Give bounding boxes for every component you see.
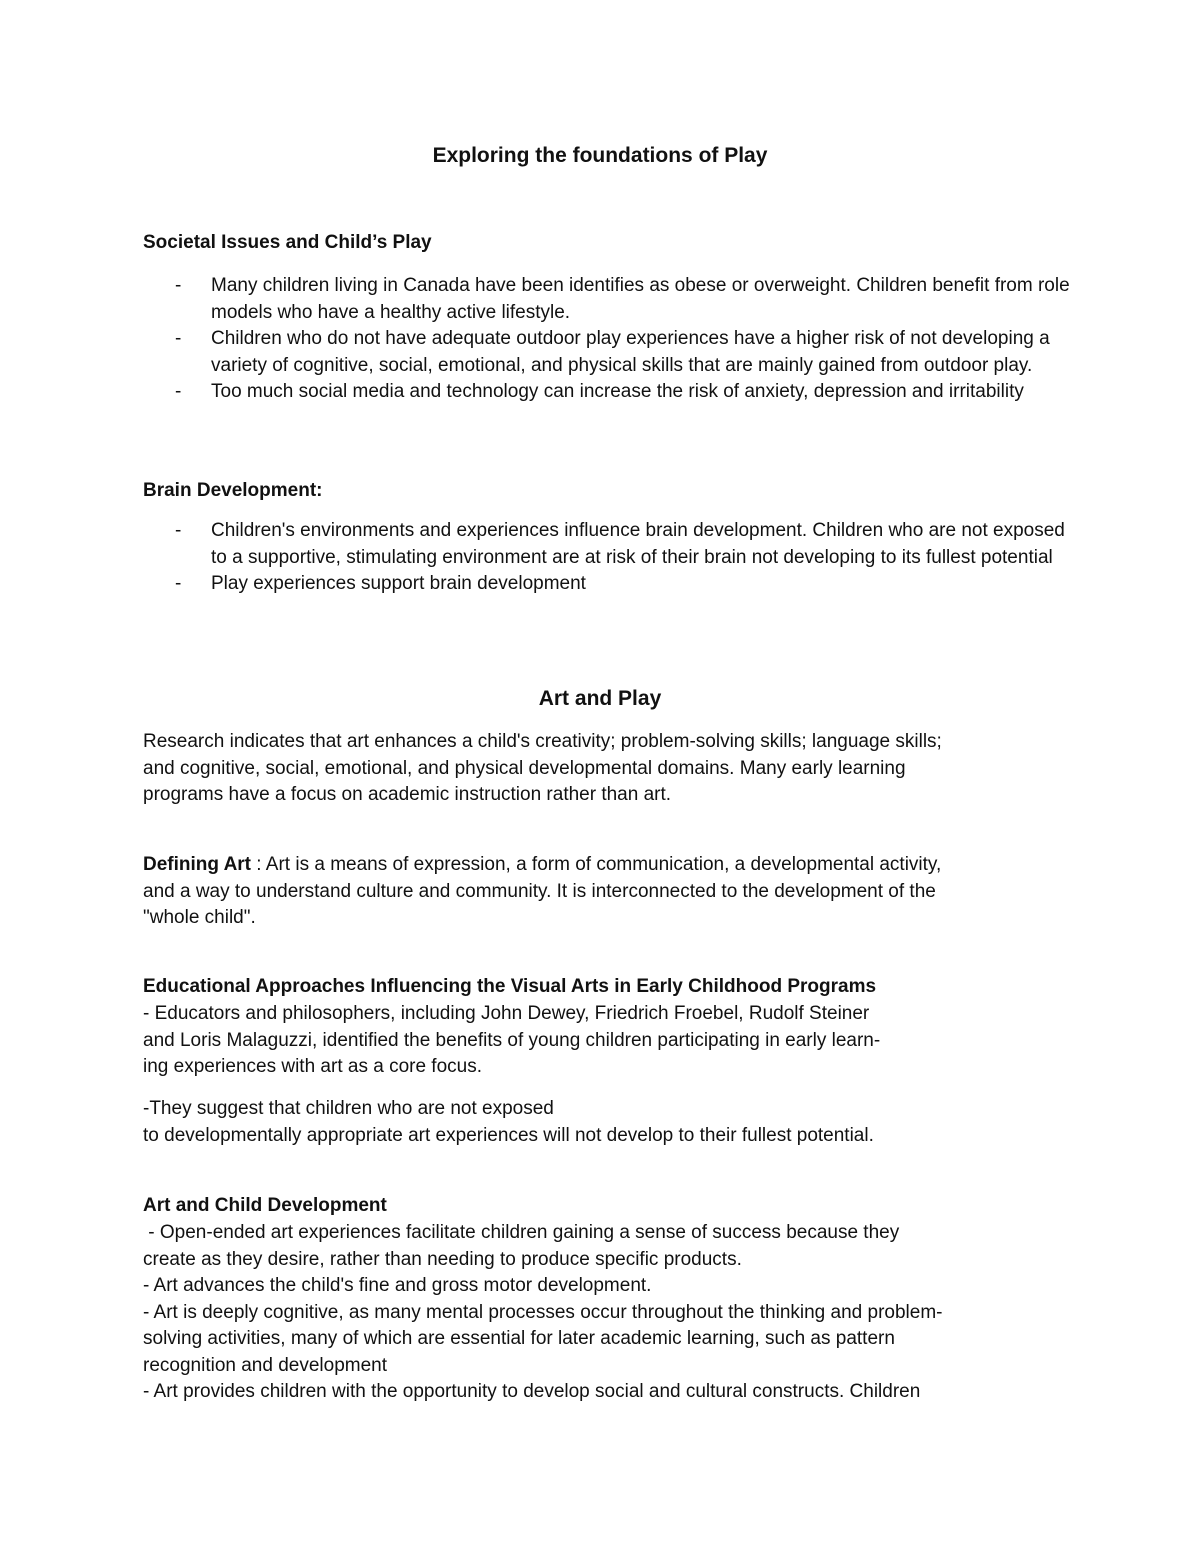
- defining-art-text: : Art is a means of expression, a form of communication, a developmental activity,: [251, 854, 942, 875]
- paragraph-line: -They suggest that children who are not exposed: [143, 1098, 554, 1119]
- societal-issues-list: [143, 273, 1073, 406]
- art-and-play-title: Art and Play: [538, 687, 662, 710]
- paragraph-line: - Art advances the child's fine and gross motor development.: [143, 1275, 652, 1296]
- defining-art-paragraph: [143, 852, 941, 932]
- brain-development-heading: Brain Development:: [143, 480, 323, 501]
- paragraph-line: - Art is deeply cognitive, as many mental processes occur throughout the thinking and problem-: [143, 1301, 943, 1323]
- paragraph-line: - Open-ended art experiences facilitate children gaining a sense of success because they: [143, 1222, 900, 1243]
- list-item: - Many children living in Canada have been identifies as obese or overweight. Children benefit from role models who have a healthy active lifestyle.: [143, 273, 1073, 326]
- paragraph-line: solving activities, many of which are essential for later academic learning, such as pattern: [143, 1328, 895, 1349]
- educational-approaches-paragraph-2: [143, 1096, 874, 1149]
- educational-approaches-paragraph: [143, 1001, 880, 1081]
- art-child-development-paragraph: [143, 1220, 942, 1406]
- list-item: - Children who do not have adequate outdoor play experiences have a higher risk of not developing a variety of cognitive, social, emotional, and physical skills that are mainly gained from outdoor play.: [143, 326, 1073, 379]
- educational-approaches-heading: Educational Approaches Influencing the Visual Arts in Early Childhood Programs: [143, 976, 877, 997]
- paragraph-line: - Art provides children with the opportunity to develop social and cultural constructs. Children: [143, 1381, 921, 1402]
- defining-art-label: Defining Art: [143, 854, 252, 875]
- paragraph-line: create as they desire, rather than needing to produce specific products.: [143, 1248, 742, 1270]
- list-item: - Children's environments and experiences influence brain development. Children who are not exposed to a supportive, stimulating environment are at risk of their brain not developing to its fullest potential: [143, 518, 1073, 571]
- paragraph-line: "whole child".: [143, 907, 256, 928]
- paragraph-line: programs have a focus on academic instruction rather than art.: [143, 784, 672, 805]
- paragraph-line: and cognitive, social, emotional, and physical developmental domains. Many early learning: [143, 757, 906, 779]
- list-item: - Too much social media and technology can increase the risk of anxiety, depression and irritability: [143, 379, 1073, 406]
- paragraph-line: ing experiences with art as a core focus.: [143, 1056, 483, 1077]
- paragraph-line: - Educators and philosophers, including John Dewey, Friedrich Froebel, Rudolf Steiner: [143, 1003, 870, 1024]
- paragraph-line: and Loris Malaguzzi, identified the benefits of young children participating in early learn-: [143, 1029, 881, 1051]
- paragraph-line: and a way to understand culture and community. It is interconnected to the development of the: [143, 880, 936, 902]
- art-and-play-paragraph: [143, 729, 942, 809]
- paragraph-line: Research indicates that art enhances a child's creativity; problem-solving skills; language skills;: [143, 731, 942, 752]
- art-child-development-heading: Art and Child Development: [143, 1195, 387, 1216]
- brain-development-list: [143, 518, 1073, 598]
- document-title: Exploring the foundations of Play: [432, 144, 768, 167]
- paragraph-line: to developmentally appropriate art experiences will not develop to their fullest potential.: [143, 1124, 874, 1146]
- list-item: - Play experiences support brain development: [143, 571, 1073, 598]
- societal-issues-heading: Societal Issues and Child’s Play: [143, 232, 432, 253]
- paragraph-line: recognition and development: [143, 1354, 388, 1376]
